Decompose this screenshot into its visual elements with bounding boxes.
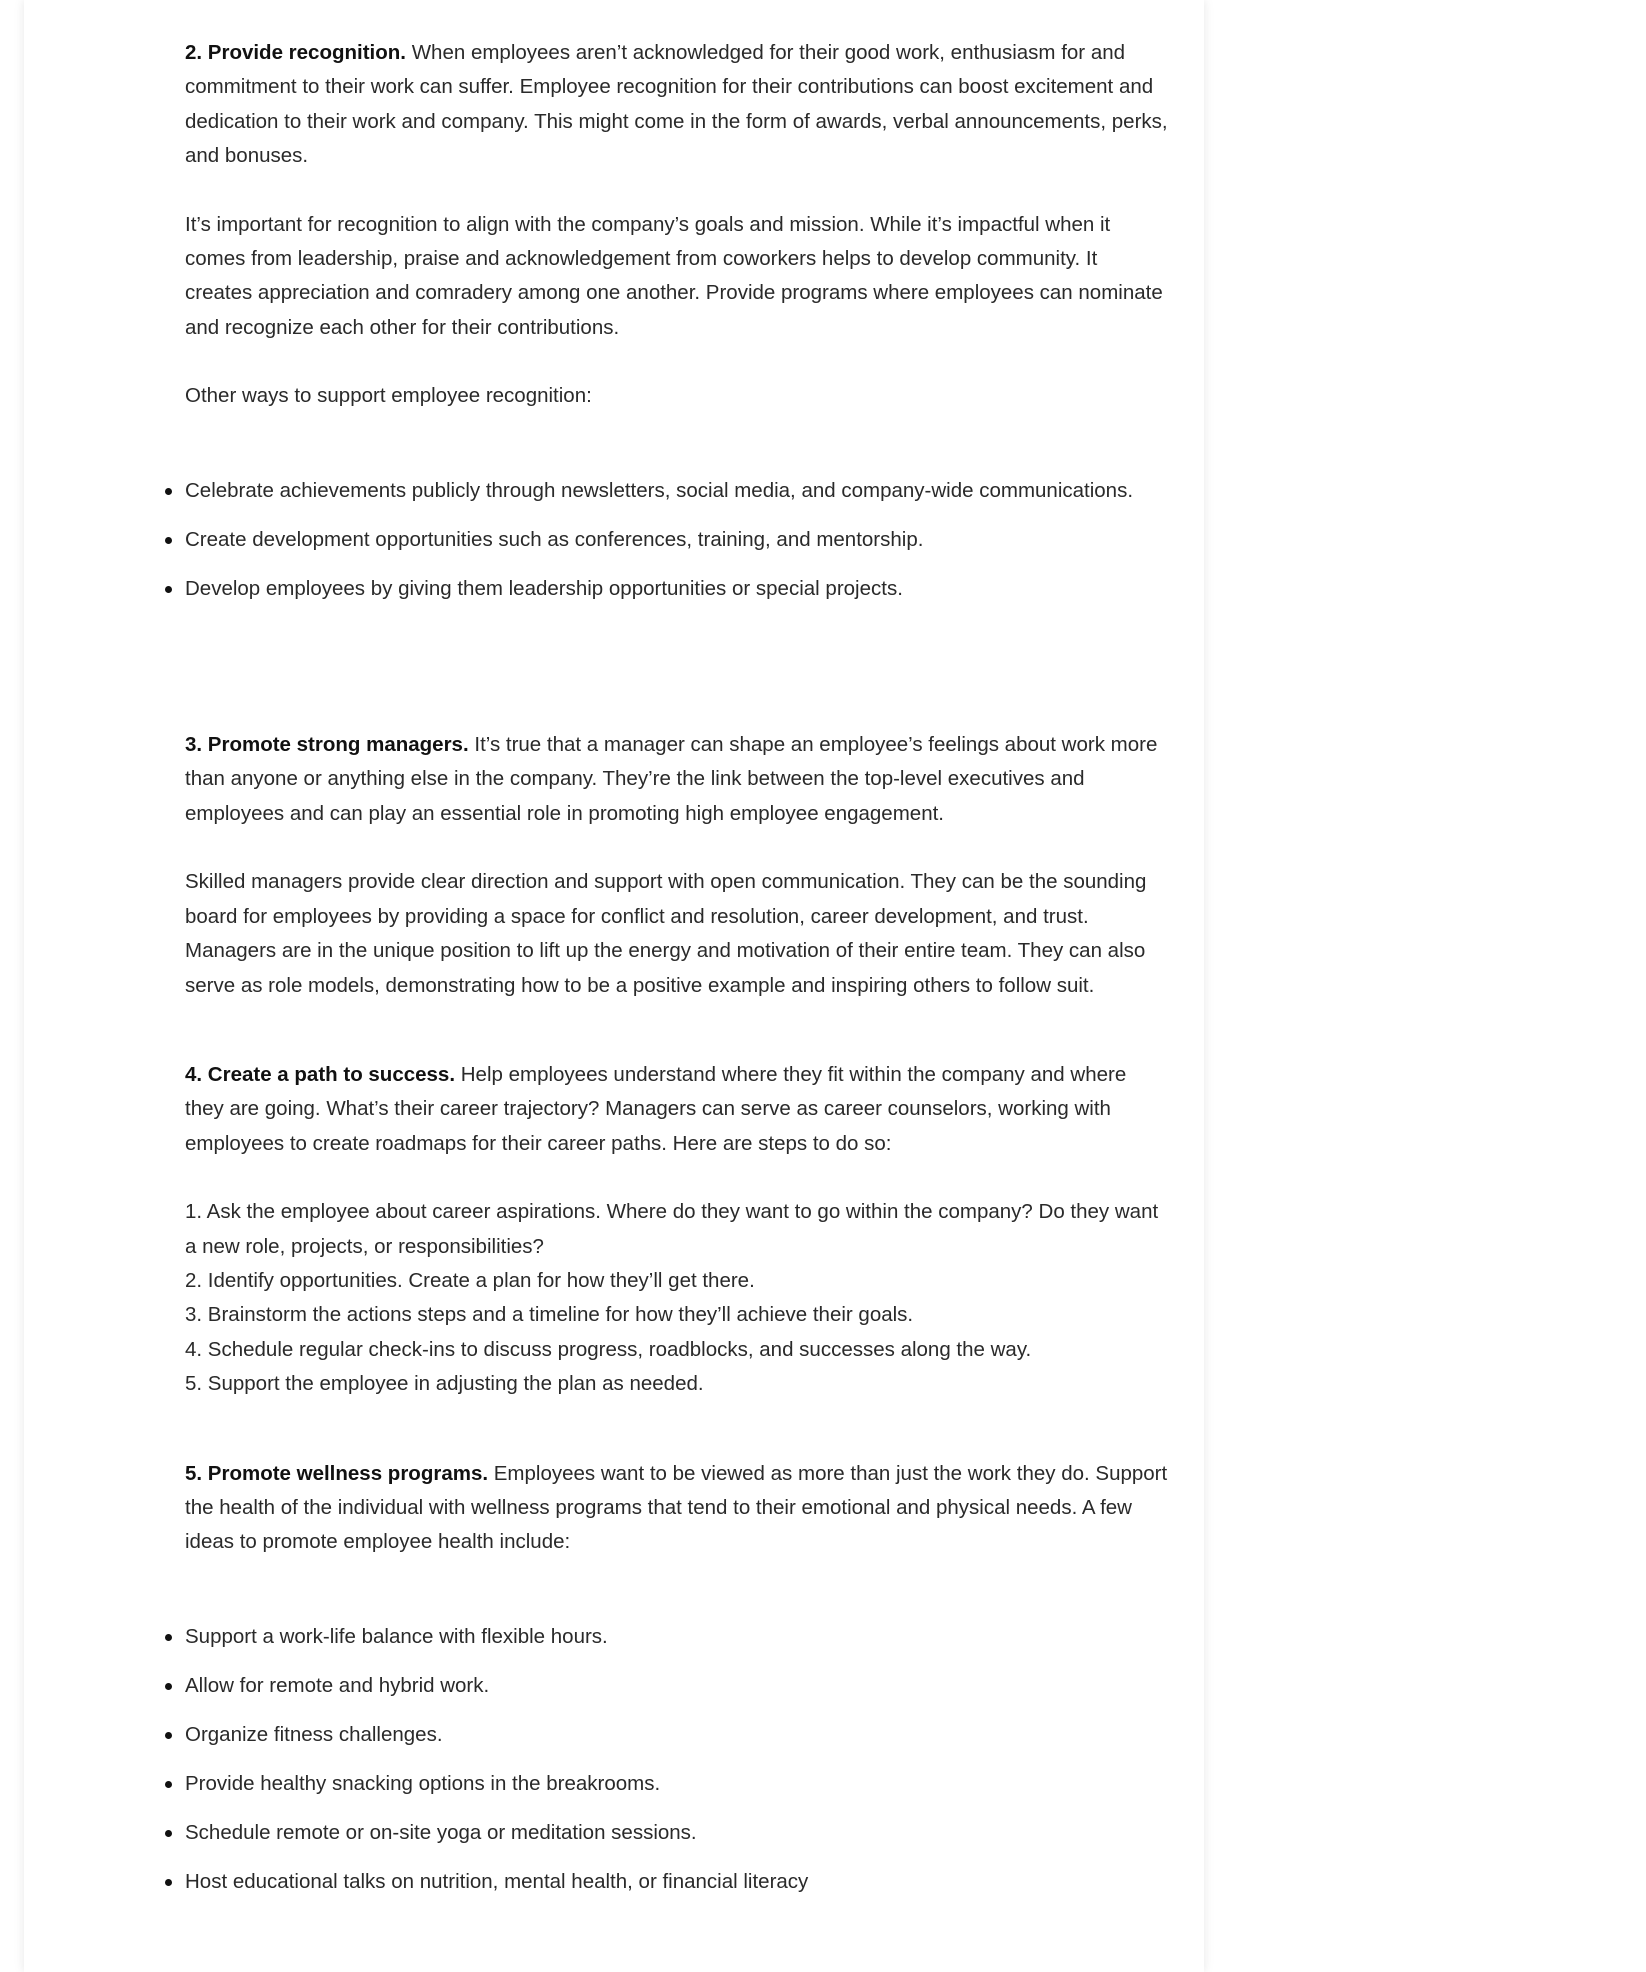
career-steps: [185, 1195, 1170, 1401]
section-2-heading: 2. Provide recognition.: [185, 41, 406, 64]
list-item: Organize fitness challenges.: [185, 1718, 1170, 1752]
step-item: 4. Schedule regular check-ins to discuss progress, roadblocks, and successes along the way.: [185, 1337, 1032, 1361]
section-4-heading: 4. Create a path to success.: [185, 1062, 456, 1086]
section-4-intro-text: Help employees understand where they fit within the company and where they are going. What’s their career trajectory? Managers can serve as career counselors, working with employees to create roadmaps for their career paths. Here are steps to do so:: [185, 1062, 1127, 1155]
list-item: Develop employees by giving them leadership opportunities or special projects.: [185, 572, 1170, 606]
recognition-list: [185, 474, 1170, 606]
article-card: [24, 0, 1204, 1972]
section-4-intro: [185, 1058, 1170, 1161]
list-item: Provide healthy snacking options in the breakrooms.: [185, 1767, 1170, 1801]
list-item: Celebrate achievements publicly through newsletters, social media, and company-wide communications.: [185, 474, 1170, 508]
step-item: 2. Identify opportunities. Create a plan for how they’ll get there.: [185, 1268, 755, 1292]
section-3-heading: 3. Promote strong managers.: [185, 733, 469, 757]
list-item: Host educational talks on nutrition, mental health, or financial literacy: [185, 1865, 1170, 1899]
section-3-intro-text: It’s true that a manager can shape an employee’s feelings about work more than anyone or anything else in the company. They’re the link between the top-level executives and employees and can play an essential role in promoting high employee engagement.: [185, 733, 1158, 825]
section-2-intro: [185, 36, 1170, 174]
list-item: Allow for remote and hybrid work.: [185, 1669, 1170, 1703]
list-item: Support a work-life balance with flexible hours.: [185, 1620, 1170, 1654]
section-5-heading: 5. Promote wellness programs.: [185, 1461, 489, 1485]
section-3-intro: [185, 728, 1170, 831]
section-3-paragraph: Skilled managers provide clear direction and support with open communication. They can be the sounding board for employees by providing a space for conflict and resolution, career development, and trust. Managers are in the unique position to lift up the energy and motivation of their entire team. They can also serve as role models, demonstrating how to be a positive example and inspiring others to follow suit.: [185, 870, 1147, 997]
step-item: 1. Ask the employee about career aspirations. Where do they want to go within the company? Do they want a new role, projects, or responsibilities?: [185, 1200, 1159, 1258]
step-item: 5. Support the employee in adjusting the plan as needed.: [185, 1372, 704, 1396]
section-5-intro-text: Employees want to be viewed as more than just the work they do. Support the health of the individual with wellness programs that tend to their emotional and physical needs. A few ideas to promote employee health include:: [185, 1461, 1168, 1554]
section-2-list-lead: Other ways to support employee recognition:: [185, 384, 592, 408]
section-2-intro-text: When employees aren’t acknowledged for their good work, enthusiasm for and commitment to their work can suffer. Employee recognition for their contributions can boost excitement and dedication to their work and company. This might come in the form of awards, verbal announcements, perks, and bonuses.: [185, 41, 1168, 168]
section-2-paragraph: It’s important for recognition to align with the company’s goals and mission. While it’s impactful when it comes from leadership, praise and acknowledgement from coworkers helps to develop community. It creates appreciation and comradery among one another. Provide programs where employees can nominate and recognize each other for their contributions.: [185, 212, 1163, 339]
list-item: Create development opportunities such as conferences, training, and mentorship.: [185, 523, 1170, 557]
section-5-intro: [185, 1457, 1170, 1560]
article-body: [185, 36, 1170, 1899]
wellness-list: [185, 1620, 1170, 1899]
list-item: Schedule remote or on-site yoga or meditation sessions.: [185, 1816, 1170, 1850]
step-item: 3. Brainstorm the actions steps and a timeline for how they’ll achieve their goals.: [185, 1303, 914, 1327]
